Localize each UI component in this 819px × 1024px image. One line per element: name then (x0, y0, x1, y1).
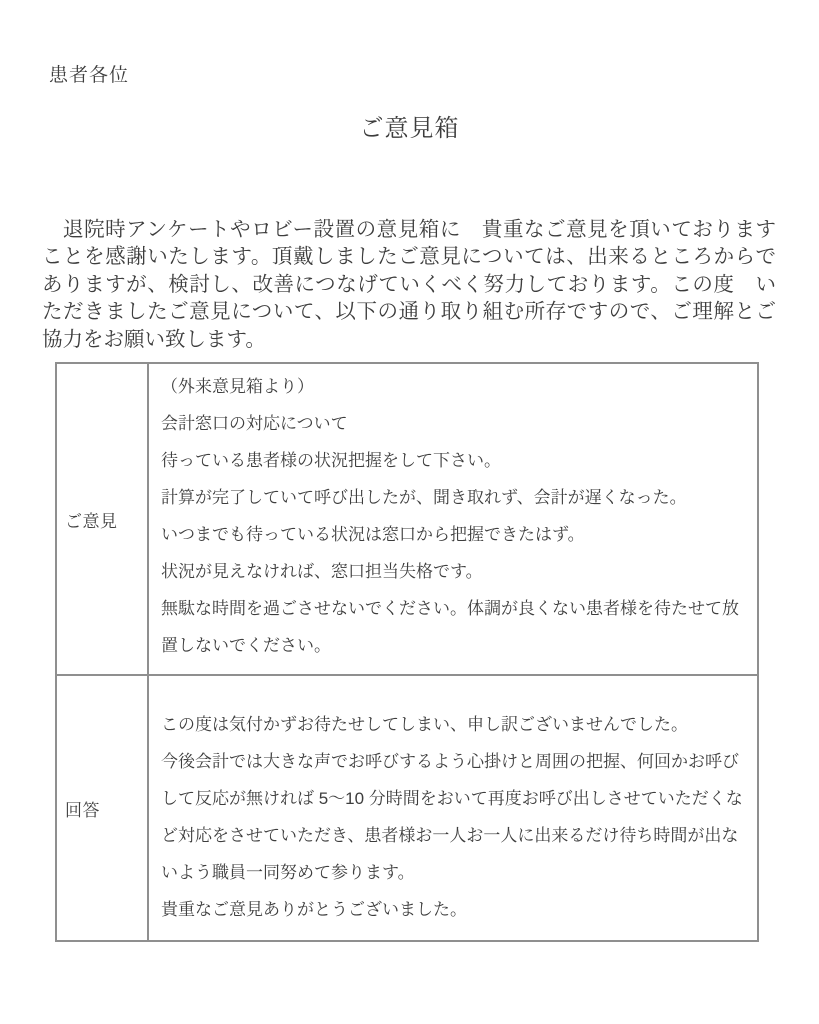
answer-line: この度は気付かずお待たせしてしまい、申し訳ございませんでした。 (161, 715, 688, 734)
table-row-answer (56, 675, 758, 941)
opinion-line: 状況が見えなければ、窓口担当失格です。 (161, 562, 483, 581)
opinion-line: 待っている患者様の状況把握をして下さい。 (161, 451, 501, 470)
opinion-content (148, 363, 758, 675)
feedback-table (55, 362, 759, 942)
opinion-line: （外来意見箱より） (161, 377, 314, 396)
opinion-line: いつまでも待っている状況は窓口から把握できたはず。 (161, 525, 585, 544)
answer-label: 回答 (56, 675, 148, 941)
opinion-line: 会計窓口の対応について (161, 414, 348, 433)
answer-line: 貴重なご意見ありがとうございました。 (161, 900, 467, 919)
table-row-opinion (56, 363, 758, 675)
answer-line: 今後会計では大きな声でお呼びするよう心掛けと周囲の把握、何回かお呼びして反応が無ければ 5～10 分時間をおいて再度お呼び出しさせていただくなど対応をさせていただき、患者様お一人お一人に出来るだけ待ち時間が出ないよう職員一同努めて参ります。 (161, 752, 743, 882)
recipient-line: 患者各位 (49, 65, 130, 86)
page-title: ご意見箱 (359, 115, 460, 142)
opinion-line: 無駄な時間を過ごさせないでください。体調が良くない患者様を待たせて放置しないでください。 (161, 599, 739, 655)
intro-paragraph: 退院時アンケートやロビー設置の意見箱に 貴重なご意見を頂いておりますことを感謝いたします。頂戴しましたご意見については、出来るところからでありますが、検討し、改善につなげていくべく努力しております。この度 いただきましたご意見について、以下の通り取り組む所存ですので、ご理解とご協力をお願い致します。 (42, 218, 776, 351)
answer-content (148, 675, 758, 941)
opinion-line: 計算が完了していて呼び出したが、聞き取れず、会計が遅くなった。 (161, 488, 687, 507)
opinion-label: ご意見 (56, 363, 148, 675)
